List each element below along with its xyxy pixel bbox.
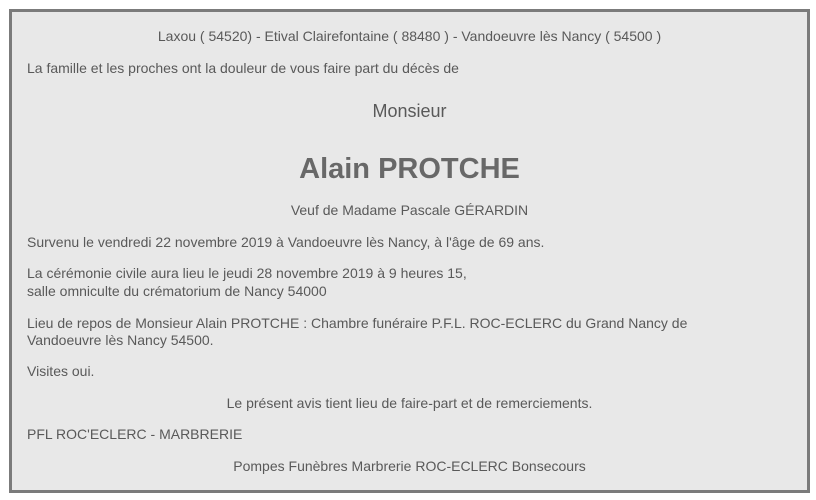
rest-place-line-1: Lieu de repos de Monsieur Alain PROTCHE : Chambre funéraire P.F.L. ROC-ECLERC du Grand Nancy de: [27, 315, 688, 331]
civility-title: Monsieur: [372, 101, 447, 121]
obituary-notice: [9, 9, 810, 493]
visits-line: Visites oui.: [27, 363, 95, 379]
intro-text: La famille et les proches ont la douleur de vous faire part du décès de: [27, 60, 459, 76]
ceremony-line-1: La cérémonie civile aura lieu le jeudi 28 novembre 2019 à 9 heures 15,: [27, 265, 467, 281]
widow-of-line: Veuf de Madame Pascale GÉRARDIN: [290, 202, 529, 218]
death-details: Survenu le vendredi 22 novembre 2019 à Vandoeuvre lès Nancy, à l'âge de 69 ans.: [27, 234, 545, 250]
thanks-line: Le présent avis tient lieu de faire-part et de remerciements.: [226, 395, 593, 411]
funeral-home-line: Pompes Funèbres Marbrerie ROC-ECLERC Bonsecours: [233, 458, 586, 474]
deceased-name: Alain PROTCHE: [299, 153, 520, 185]
ceremony-line-2: salle omniculte du crématorium de Nancy 54000: [27, 283, 327, 299]
pfl-line: PFL ROC'ECLERC - MARBRERIE: [27, 426, 243, 442]
rest-place-line-2: Vandoeuvre lès Nancy 54500.: [27, 332, 214, 348]
locations-line: Laxou ( 54520) - Etival Clairefontaine ( 88480 ) - Vandoeuvre lès Nancy ( 54500 ): [157, 28, 662, 44]
